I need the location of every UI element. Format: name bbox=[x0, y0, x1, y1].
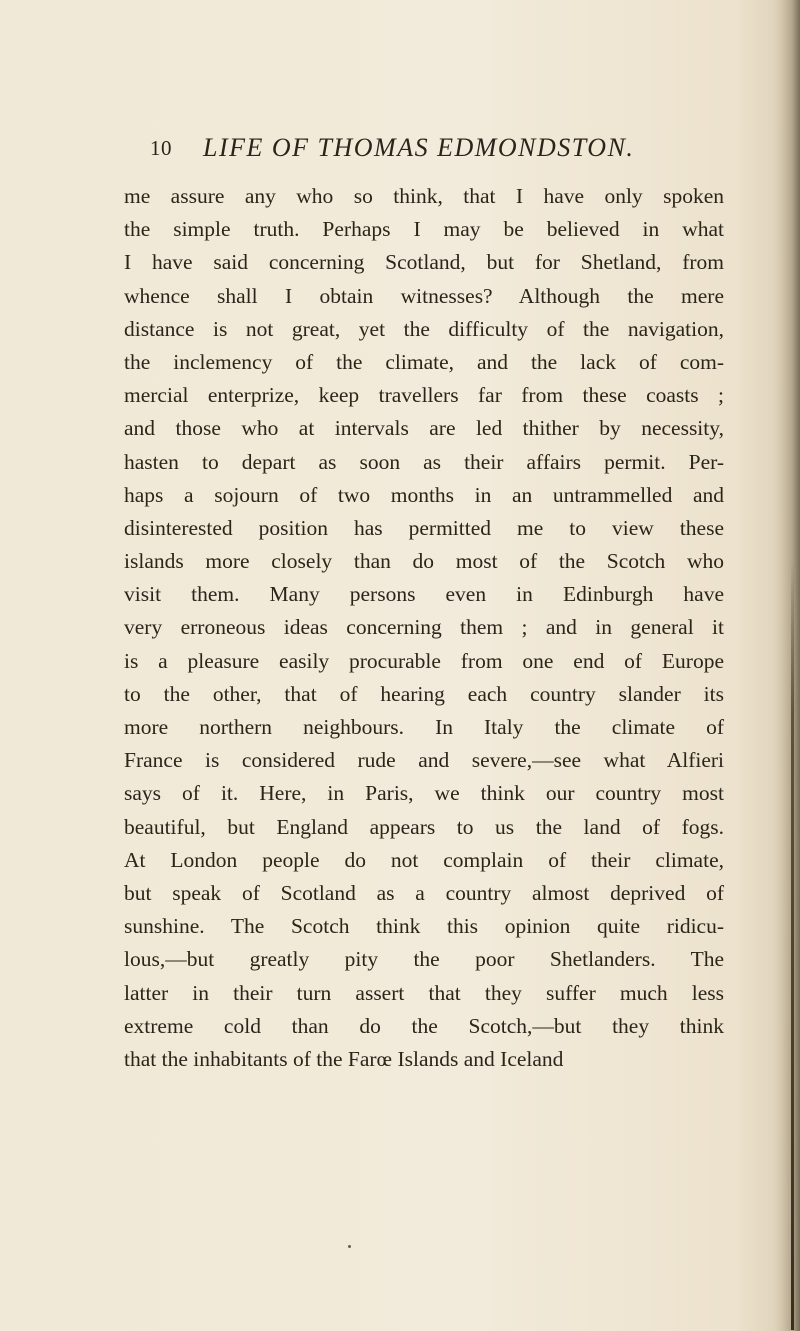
text-line: very erroneous ideas concerning them ; and in general it bbox=[124, 615, 724, 640]
text-line: I have said concerning Scotland, but for Shetland, from bbox=[124, 250, 724, 275]
text-line: visit them. Many persons even in Edinburgh have bbox=[124, 582, 724, 607]
text-line: extreme cold than do the Scotch,—but they think bbox=[124, 1013, 724, 1038]
text-line: latter in their turn assert that they suffer much less bbox=[124, 980, 724, 1005]
text-line: islands more closely than do most of the Scotch who bbox=[124, 549, 724, 574]
text-line: haps a sojourn of two months in an untrammelled and bbox=[124, 482, 724, 507]
text-line: disinterested position has permitted me to view these bbox=[124, 515, 724, 540]
text-line: lous,—but greatly pity the poor Shetlanders. The bbox=[124, 947, 724, 972]
text-line: but speak of Scotland as a country almost deprived of bbox=[124, 880, 724, 905]
text-line: France is considered rude and severe,—see what Alfieri bbox=[124, 748, 724, 773]
text-line: that the inhabitants of the Farœ Islands and Iceland bbox=[124, 1046, 564, 1071]
text-line: is a pleasure easily procurable from one end of Europe bbox=[124, 648, 724, 673]
text-line: more northern neighbours. In Italy the climate of bbox=[124, 715, 724, 739]
text-line: mercial enterprize, keep travellers far from these coasts ; bbox=[124, 383, 724, 408]
body-text bbox=[124, 180, 724, 1076]
text-line: whence shall I obtain witnesses? Although the mere bbox=[124, 283, 724, 308]
text-line: hasten to depart as soon as their affairs permit. Per- bbox=[124, 449, 724, 474]
text-line: to the other, that of hearing each country slander its bbox=[124, 681, 724, 706]
text-line: beautiful, but England appears to us the land of fogs. bbox=[124, 814, 724, 839]
page-number: 10 bbox=[150, 136, 172, 160]
text-line: says of it. Here, in Paris, we think our country most bbox=[124, 781, 724, 806]
running-title: LIFE OF THOMAS EDMONDSTON. bbox=[203, 133, 635, 162]
text-line: the simple truth. Perhaps I may be believed in what bbox=[124, 217, 724, 242]
text-line: and those who at intervals are led thither by necessity, bbox=[124, 416, 724, 441]
page-edge bbox=[791, 560, 794, 1330]
text-line: At London people do not complain of their climate, bbox=[124, 847, 724, 872]
paper-speck bbox=[348, 1245, 351, 1248]
text-line: sunshine. The Scotch think this opinion quite ridicu- bbox=[124, 914, 724, 939]
text-line: distance is not great, yet the difficulty of the navigation, bbox=[124, 316, 724, 341]
page-header bbox=[150, 133, 710, 169]
text-line: the inclemency of the climate, and the lack of com- bbox=[124, 349, 724, 374]
page-edge-shadow bbox=[774, 0, 800, 1331]
text-line: me assure any who so think, that I have only spoken bbox=[124, 184, 724, 208]
